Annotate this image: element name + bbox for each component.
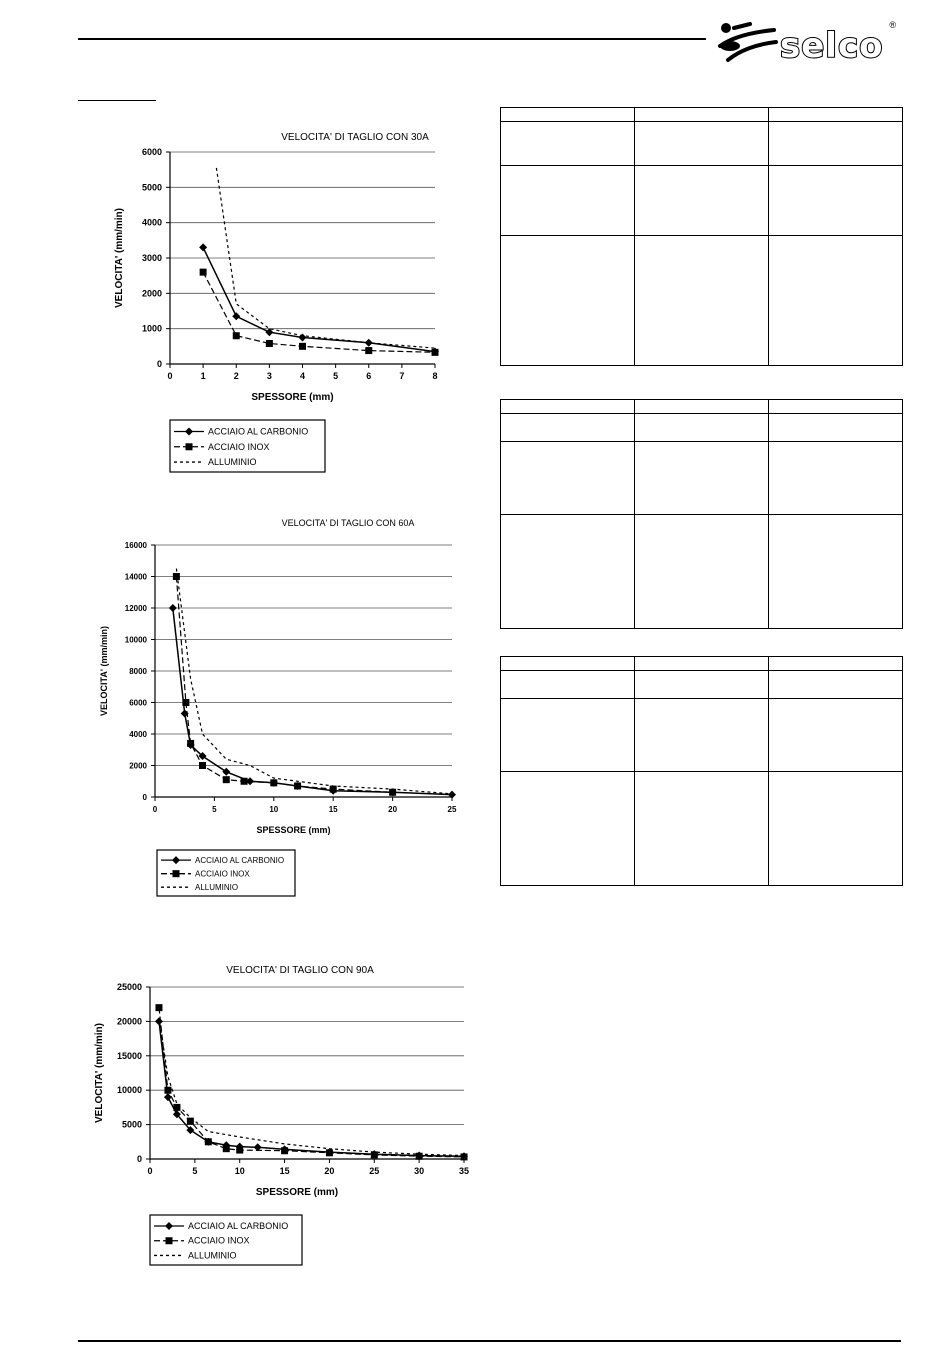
legend-2-point <box>166 1237 173 1244</box>
chart-title: VELOCITA' DI TAGLIO CON 60A <box>281 518 415 528</box>
series-2-point <box>187 740 194 747</box>
series-2-point <box>294 782 301 789</box>
x-tick-label: 2 <box>233 371 239 381</box>
y-tick-label: 3000 <box>141 253 162 263</box>
table-cell <box>769 657 903 671</box>
chart-60a-svg <box>90 510 470 900</box>
table-cell <box>501 108 635 122</box>
chart-90a <box>80 955 480 1275</box>
table-cell <box>635 122 769 166</box>
series-2-point <box>164 1087 171 1094</box>
series-1-point <box>164 1093 172 1101</box>
series-2-point <box>187 1118 194 1125</box>
table-cell <box>769 236 903 366</box>
y-tick-label: 8000 <box>129 667 147 676</box>
series-2-point <box>155 1004 162 1011</box>
table-cell <box>769 400 903 414</box>
table-cell <box>635 657 769 671</box>
legend-label-3: ALLUMINIO <box>195 883 239 893</box>
series-line-1 <box>173 608 452 795</box>
y-tick-label: 2000 <box>129 761 147 771</box>
y-tick-label: 6000 <box>129 698 147 708</box>
legend-label-2: ACCIAIO INOX <box>208 441 270 452</box>
table-cell <box>769 414 903 442</box>
table-cell <box>769 442 903 515</box>
chart-title: VELOCITA' DI TAGLIO CON 30A <box>281 132 429 143</box>
series-1-point <box>222 768 230 776</box>
x-axis-label: SPESSORE (mm) <box>251 392 334 403</box>
series-2-point <box>200 269 207 276</box>
table-cell <box>501 671 635 699</box>
y-tick-label: 25000 <box>116 982 142 992</box>
legend-label-2: ACCIAIO INOX <box>188 1235 250 1246</box>
y-axis-label: VELOCITA' (mm/min) <box>114 208 125 308</box>
x-tick-label: 25 <box>447 805 457 814</box>
table-cell <box>769 122 903 166</box>
y-tick-label: 20000 <box>116 1016 142 1027</box>
table-cell <box>769 515 903 629</box>
series-2-point <box>299 343 306 350</box>
brand-name: selco <box>780 26 884 66</box>
x-tick-label: 0 <box>152 805 158 814</box>
registered-mark: ® <box>889 20 896 30</box>
table-cell <box>501 442 635 515</box>
spec-table-3 <box>500 656 903 886</box>
table-cell <box>769 772 903 886</box>
chart-title: VELOCITA' DI TAGLIO CON 90A <box>226 965 374 976</box>
y-tick-label: 0 <box>142 793 147 802</box>
table-cell <box>501 236 635 366</box>
x-tick-label: 5 <box>333 371 339 381</box>
table-cell <box>501 772 635 886</box>
table-cell <box>769 108 903 122</box>
series-2-point <box>182 699 189 706</box>
series-2-point <box>365 347 372 354</box>
y-tick-label: 2000 <box>141 288 162 299</box>
legend-label-2: ACCIAIO INOX <box>195 869 250 879</box>
y-tick-label: 4000 <box>129 730 147 739</box>
x-tick-label: 7 <box>399 371 405 381</box>
section-rule <box>78 100 156 101</box>
table-cell <box>635 699 769 772</box>
series-2-point <box>223 1145 230 1152</box>
y-tick-label: 12000 <box>124 604 147 613</box>
y-tick-label: 14000 <box>124 572 147 582</box>
y-tick-label: 6000 <box>141 147 162 157</box>
table-cell <box>635 414 769 442</box>
x-axis-label: SPESSORE (mm) <box>256 825 331 835</box>
chart-60a <box>90 510 470 900</box>
x-tick-label: 0 <box>147 1166 153 1176</box>
x-tick-label: 10 <box>269 805 279 814</box>
legend-label-1: ACCIAIO AL CARBONIO <box>195 856 285 866</box>
series-2-point <box>281 1147 288 1154</box>
series-1-point <box>299 334 307 342</box>
table-cell <box>635 515 769 629</box>
footer-rule <box>78 1340 901 1342</box>
x-tick-label: 15 <box>279 1166 290 1176</box>
y-tick-label: 10000 <box>124 635 147 645</box>
table-cell <box>501 166 635 236</box>
legend-label-3: ALLUMINIO <box>188 1250 237 1261</box>
x-tick-label: 35 <box>458 1166 470 1176</box>
series-line-2 <box>203 272 435 352</box>
series-2-point <box>330 786 337 793</box>
series-2-point <box>199 762 206 769</box>
y-tick-label: 1000 <box>141 323 162 334</box>
spec-table-1 <box>500 107 903 366</box>
x-tick-label: 5 <box>212 805 217 814</box>
series-2-point <box>266 340 273 347</box>
x-tick-label: 0 <box>167 371 173 381</box>
x-tick-label: 20 <box>388 805 398 814</box>
legend-2-point <box>186 443 193 450</box>
series-2-point <box>205 1138 212 1145</box>
series-2-point <box>236 1147 243 1154</box>
legend-label-1: ACCIAIO AL CARBONIO <box>208 426 309 437</box>
table-cell <box>635 671 769 699</box>
selco-logo <box>714 16 900 68</box>
series-line-2 <box>159 1008 464 1157</box>
x-tick-label: 10 <box>234 1166 245 1176</box>
series-line-3 <box>159 1018 464 1156</box>
series-line-3 <box>176 569 452 794</box>
series-2-point <box>241 778 248 785</box>
y-tick-label: 15000 <box>116 1050 142 1061</box>
series-2-point <box>233 332 240 339</box>
header-rule <box>78 38 706 40</box>
y-tick-label: 5000 <box>121 1119 142 1130</box>
table-cell <box>769 699 903 772</box>
table-cell <box>501 657 635 671</box>
table-cell <box>769 671 903 699</box>
y-tick-label: 4000 <box>141 217 162 228</box>
x-tick-label: 3 <box>266 371 272 381</box>
x-tick-label: 1 <box>200 371 206 381</box>
series-line-1 <box>159 1021 464 1156</box>
y-tick-label: 10000 <box>116 1085 142 1096</box>
series-2-point <box>326 1149 333 1156</box>
series-2-point <box>223 776 230 783</box>
x-tick-label: 30 <box>414 1166 425 1176</box>
y-tick-label: 0 <box>156 359 162 369</box>
y-axis-label: VELOCITA' (mm/min) <box>99 626 109 716</box>
x-axis-label: SPESSORE (mm) <box>255 1187 339 1198</box>
series-2-point <box>270 779 277 786</box>
series-1-point <box>169 604 177 612</box>
table-cell <box>635 166 769 236</box>
x-tick-label: 8 <box>432 371 438 381</box>
series-2-point <box>389 789 396 796</box>
table-cell <box>635 108 769 122</box>
legend-2-point <box>173 870 180 877</box>
y-tick-label: 16000 <box>124 541 147 550</box>
table-cell <box>501 122 635 166</box>
series-1-point <box>199 243 207 251</box>
table-cell <box>635 400 769 414</box>
table-cell <box>501 400 635 414</box>
series-2-point <box>173 573 180 580</box>
table-cell <box>635 236 769 366</box>
table-cell <box>635 442 769 515</box>
series-2-point <box>461 1153 468 1160</box>
table-cell <box>501 414 635 442</box>
legend-label-1: ACCIAIO AL CARBONIO <box>188 1221 289 1232</box>
series-2-point <box>432 349 439 356</box>
y-tick-label: 0 <box>136 1154 142 1164</box>
x-tick-label: 15 <box>328 805 338 814</box>
table-cell <box>501 515 635 629</box>
y-axis-label: VELOCITA' (mm/min) <box>94 1023 105 1123</box>
table-cell <box>501 699 635 772</box>
legend-label-3: ALLUMINIO <box>208 457 257 468</box>
x-tick-label: 25 <box>369 1166 380 1176</box>
table-cell <box>769 166 903 236</box>
chart-90a-svg <box>80 955 480 1275</box>
chart-30a <box>90 120 470 480</box>
series-2-point <box>173 1104 180 1111</box>
spec-table-2 <box>500 399 903 629</box>
x-tick-label: 20 <box>324 1166 335 1176</box>
x-tick-label: 5 <box>192 1166 198 1176</box>
table-cell <box>635 772 769 886</box>
x-tick-label: 4 <box>299 371 306 381</box>
series-1-point <box>232 312 240 320</box>
x-tick-label: 6 <box>366 371 372 381</box>
chart-30a-svg <box>90 120 470 480</box>
y-tick-label: 5000 <box>141 182 162 193</box>
